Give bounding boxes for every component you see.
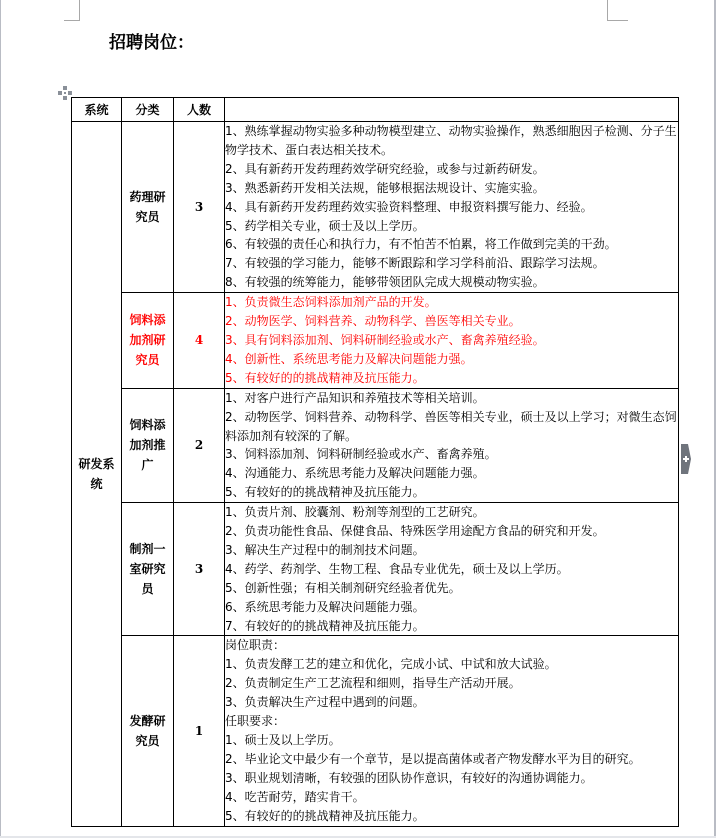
requirement-line: 任职要求： — [225, 714, 286, 729]
table-header-row — [72, 98, 679, 122]
requirement-line: 1、负责片剂、胶囊剂、粉剂等剂型的工艺研究。 — [225, 505, 485, 520]
requirement-line: 3、熟悉新药开发相关法规，能够根据法规设计、实施实验。 — [225, 180, 545, 195]
category-cell — [122, 293, 174, 389]
requirement-line: 2、负责制定生产工艺流程和细则，指导生产活动开展。 — [225, 676, 521, 691]
requirement-line: 7、有较好的的挑战精神及抗压能力。 — [225, 618, 425, 633]
requirement-line: 岗位职责： — [225, 638, 286, 653]
category-name: 制剂一室研究员 — [129, 542, 166, 597]
requirement-line: 8、有较强的统筹能力，能够带领团队完成大规模动物实验。 — [225, 275, 545, 290]
requirement-line: 2、动物医学、饲料营养、动物科学、兽医等相关专业，硕士及以上学习；对微生态饲料添加剂有较深的了解。 — [225, 409, 677, 443]
headcount-cell — [174, 122, 225, 293]
table-row — [72, 388, 679, 502]
category-name: 药理研究员 — [129, 190, 166, 225]
description-cell — [225, 503, 679, 636]
requirement-line: 1、熟练掌握动物实验多种动物模型建立、动物实验操作，熟悉细胞因子检测、分子生物学技术、蛋白表达相关技术。 — [225, 124, 677, 157]
requirement-line: 2、具有新药开发药理药效学研究经验，或参与过新药研发。 — [225, 161, 545, 176]
requirement-line: 5、创新性强；有相关制剂研究经验者优先。 — [225, 580, 461, 595]
requirement-line: 3、饲料添加剂、饲料研制经验或水产、畜禽养殖。 — [225, 447, 497, 462]
margin-corner-marker-right — [607, 0, 628, 21]
description-cell — [225, 636, 679, 826]
requirement-line: 4、沟通能力、系统思考能力及解决问题能力强。 — [225, 466, 485, 481]
header-description — [225, 98, 679, 122]
requirement-line: 2、动物医学、饲料营养、动物科学、兽医等相关专业。 — [225, 314, 521, 329]
requirement-line: 1、负责发酵工艺的建立和优化，完成小试、中试和放大试验。 — [225, 657, 557, 672]
headcount-value: 4 — [194, 333, 204, 348]
requirement-line: 1、硕士及以上学历。 — [225, 733, 341, 747]
requirement-line: 3、职业规划清晰，有较强的团队协作意识，有较好的沟通协调能力。 — [225, 770, 593, 785]
headcount-cell — [174, 636, 225, 826]
table-row — [72, 636, 679, 826]
requirement-line: 2、毕业论文中最少有一个章节，是以提高菌体或者产物发酵水平为目的研究。 — [225, 751, 641, 766]
description-cell — [225, 293, 679, 389]
requirement-line: 4、吃苦耐劳，踏实肯干。 — [225, 789, 365, 804]
table-move-handle-icon[interactable] — [58, 85, 72, 99]
table-row — [72, 122, 679, 293]
category-cell — [122, 388, 174, 502]
table-row — [72, 503, 679, 636]
requirement-line: 1、对客户进行产品知识和养殖技术等相关培训。 — [225, 390, 485, 405]
headcount-value: 1 — [194, 724, 204, 738]
category-name: 饲料添加剂推广 — [129, 418, 166, 473]
headcount-value: 3 — [194, 562, 204, 577]
category-cell — [122, 636, 174, 826]
header-count: 人数 — [174, 98, 225, 122]
category-name: 发酵研究员 — [129, 714, 166, 748]
category-cell — [122, 122, 174, 293]
requirement-line: 4、药学、药剂学、生物工程、食品专业优先，硕士及以上学历。 — [225, 561, 569, 576]
category-name: 饲料添加剂研究员 — [129, 313, 166, 368]
recruitment-table — [71, 97, 679, 827]
requirement-line: 5、有较好的的挑战精神及抗压能力。 — [225, 370, 425, 385]
page-left-edge — [0, 0, 1, 838]
requirement-line: 4、具有新药开发药理药效实验资料整理、申报资料撰写能力、经验。 — [225, 199, 593, 214]
requirement-line: 4、创新性、系统思考能力及解决问题能力强。 — [225, 351, 473, 366]
system-name: 研发系统 — [78, 456, 115, 491]
headcount-cell — [174, 503, 225, 636]
category-cell — [122, 503, 174, 636]
header-system: 系统 — [72, 98, 122, 122]
requirement-line: 5、有较好的的挑战精神及抗压能力。 — [225, 485, 425, 500]
add-column-plus-icon[interactable] — [681, 444, 691, 474]
requirement-line: 7、有较强的学习能力，能够不断跟踪和学习学科前沿、跟踪学习法规。 — [225, 256, 605, 271]
table-row — [72, 293, 679, 389]
headcount-value: 3 — [194, 200, 204, 215]
requirement-line: 5、药学相关专业，硕士及以上学历。 — [225, 218, 425, 233]
header-category: 分类 — [122, 98, 174, 122]
requirement-line: 5、有较好的的挑战精神及抗压能力。 — [225, 808, 425, 823]
description-cell — [225, 388, 679, 502]
page-heading: 招聘岗位： — [109, 33, 194, 53]
requirement-line: 6、系统思考能力及解决问题能力强。 — [225, 599, 425, 614]
requirement-line: 2、负责功能性食品、保健食品、特殊医学用途配方食品的研究和开发。 — [225, 524, 605, 539]
system-cell — [72, 122, 122, 827]
requirement-line: 1、负责微生态饲料添加剂产品的开发。 — [225, 295, 437, 310]
requirement-line: 3、负责解决生产过程中遇到的问题。 — [225, 695, 425, 710]
requirement-line: 3、解决生产过程中的制剂技术问题。 — [225, 542, 425, 557]
margin-corner-marker-left — [64, 0, 80, 21]
headcount-cell — [174, 388, 225, 502]
headcount-value: 2 — [194, 438, 204, 453]
requirement-line: 3、具有饲料添加剂、饲料研制经验或水产、畜禽养殖经验。 — [225, 332, 545, 347]
requirement-line: 6、有较强的责任心和执行力，有不怕苦不怕累，将工作做到完美的干劲。 — [225, 237, 617, 252]
headcount-cell — [174, 293, 225, 389]
description-cell — [225, 122, 679, 293]
